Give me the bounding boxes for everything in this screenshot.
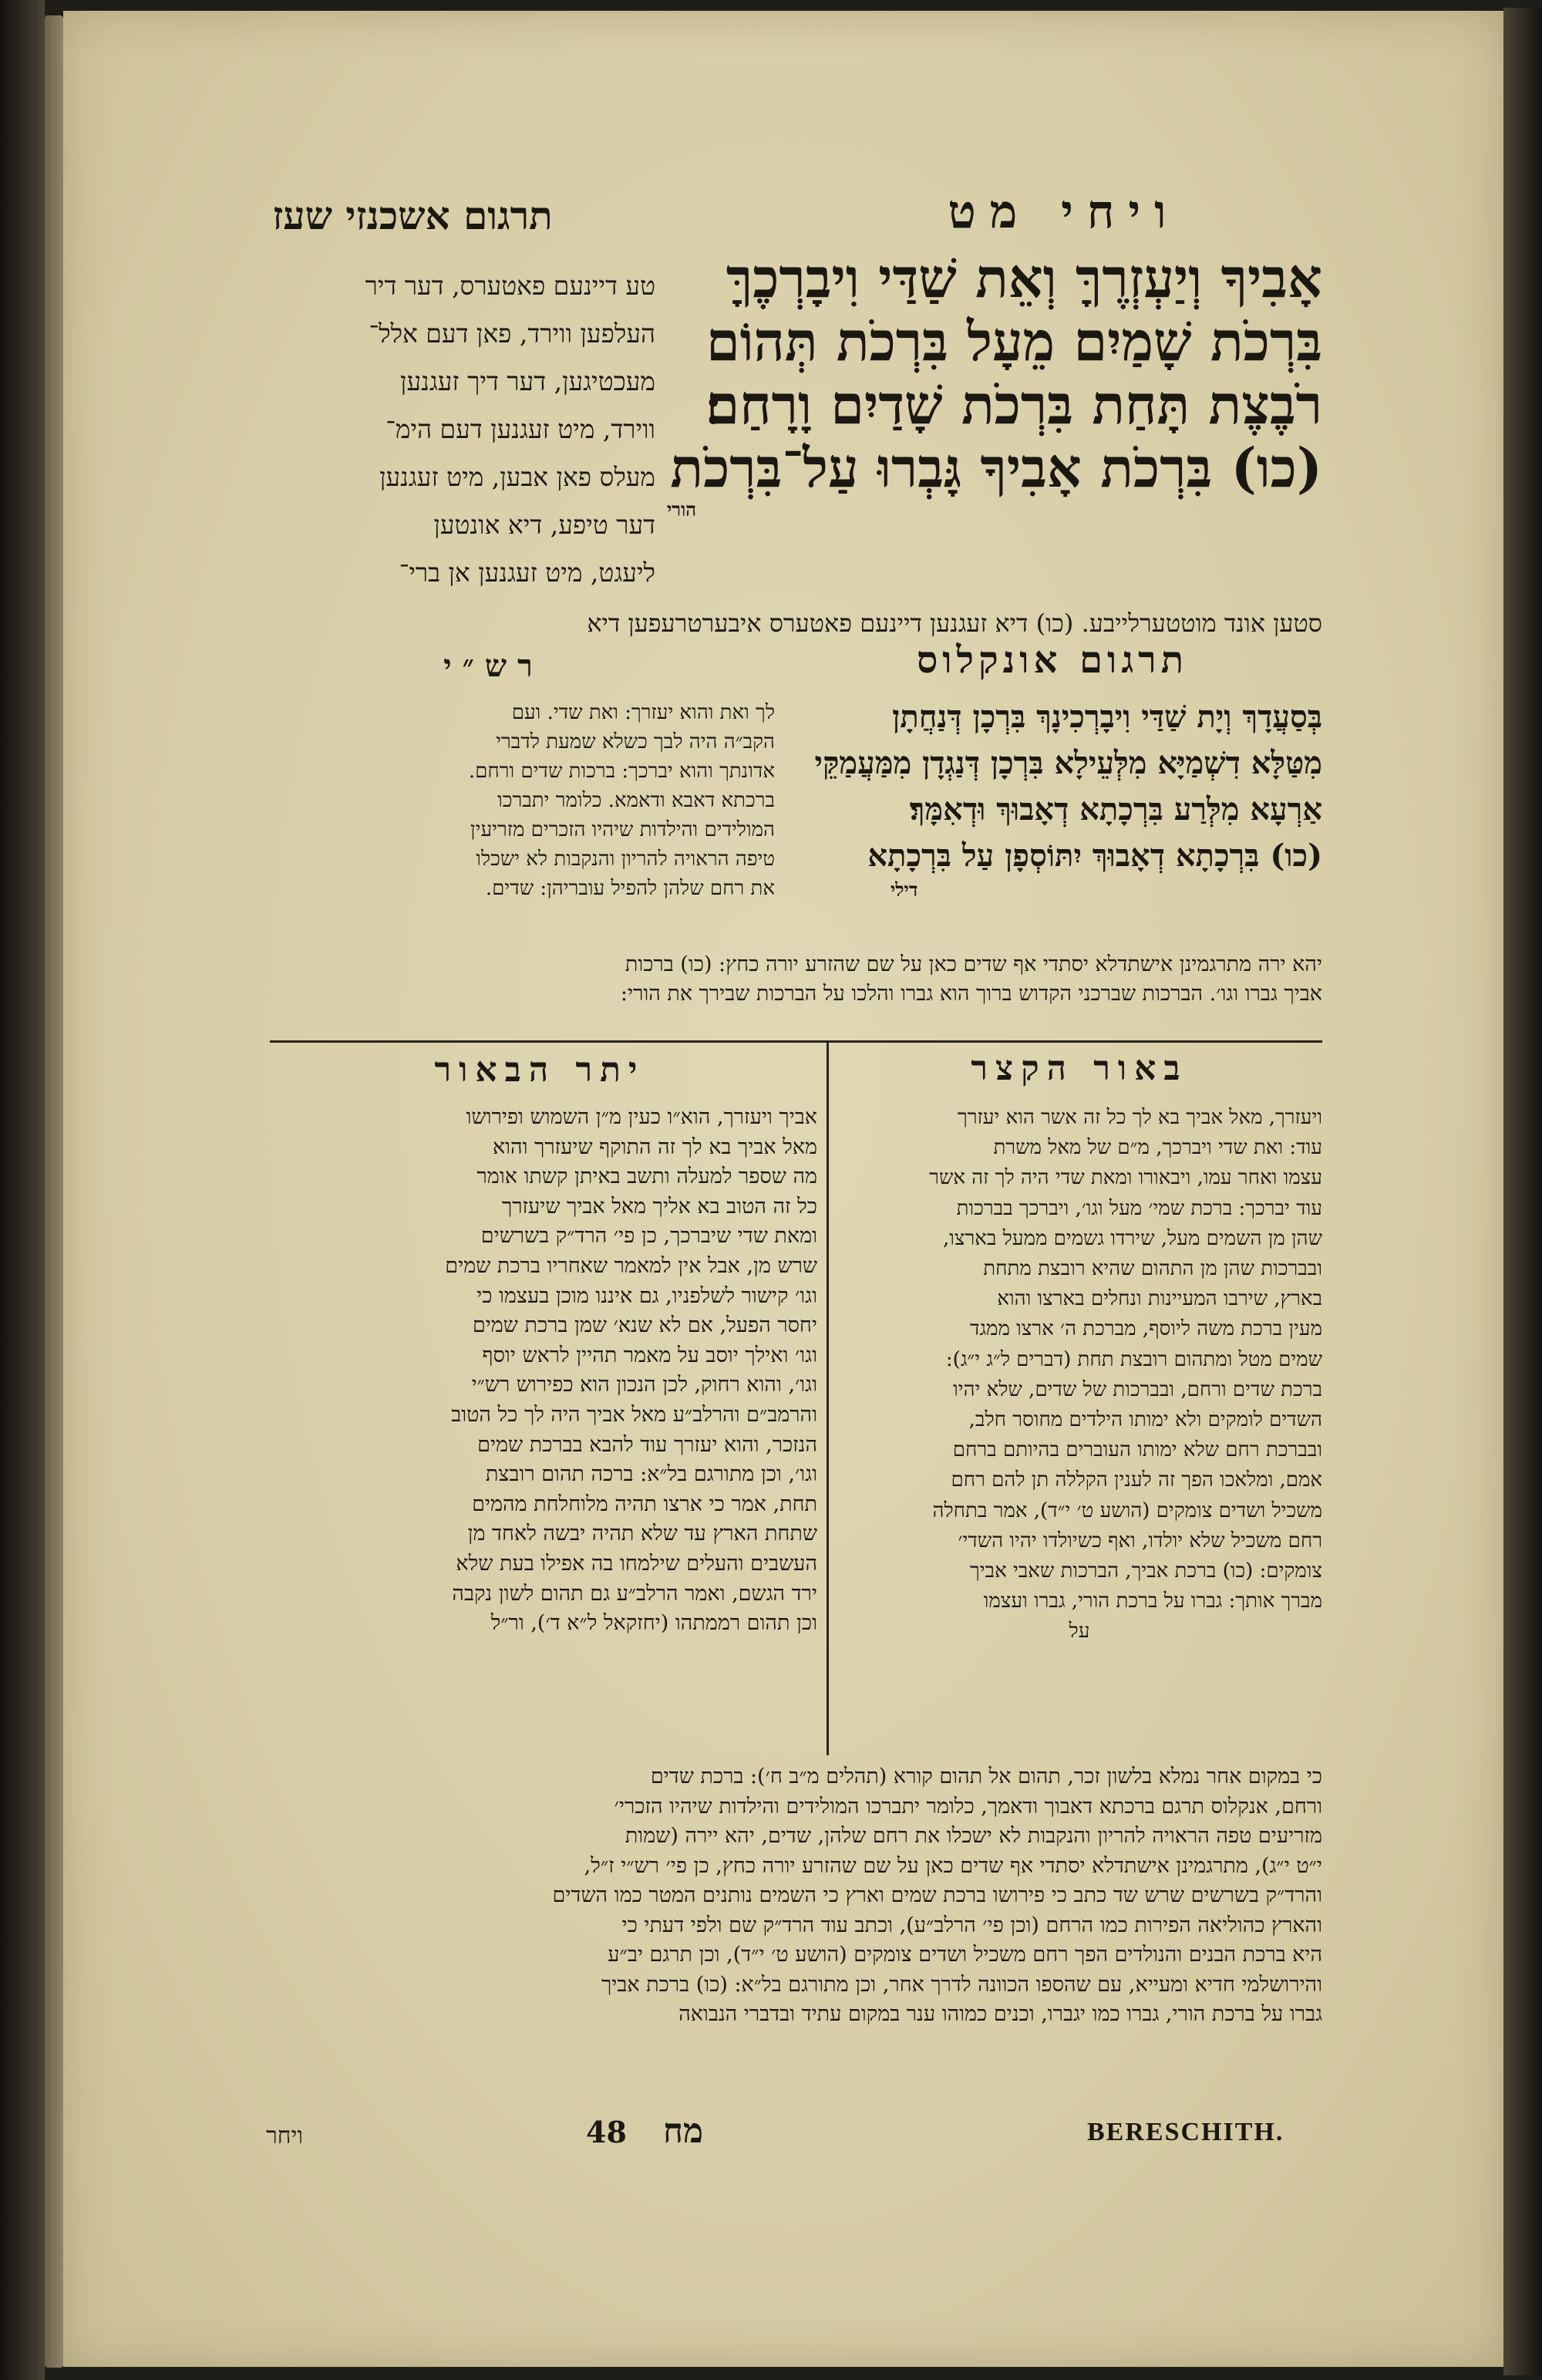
book-name: BERESCHITH. bbox=[1087, 2118, 1284, 2146]
yiddish-continuation-line: סטען אונד מוטטערלייבע. (כו) דיא זעגנען דיינעם פאטערס איבערטרעפען דיא bbox=[587, 608, 1322, 638]
biur-katzar-title: באור הקצר bbox=[971, 1049, 1188, 1088]
yiddish-translation bbox=[239, 262, 655, 597]
onkelos-text bbox=[783, 694, 1322, 901]
cont-line: מזריעים טפה הראויה להריון והנקבות לא ישכלו את רחם שלהן, שדים, יהא יירה (שמות bbox=[625, 1824, 1322, 1848]
page-edge-strip bbox=[45, 15, 63, 2368]
yeter-line: וגו׳, וכן מתורגם בל״א: ברכה תהום רובצת bbox=[485, 1462, 817, 1487]
rashi-line: טיפה הראויה להריון והנקבות לא ישכלו bbox=[476, 848, 775, 871]
rashi-line: את רחם שלהן להפיל עובריהן: שדים. bbox=[485, 877, 775, 900]
yeter-line: תחת, אמר כי ארצו תהיה מלוחלחת מהמים bbox=[472, 1492, 817, 1516]
yeter-line: אביך ויעזרך, הוא״ו כעין מ״ן השמוש ופירושו bbox=[466, 1105, 817, 1129]
verse-line: אָבִיךָ וְיַעְזְרֶךָּ וְאֵת שַׁדַּי וִיבָרְכֶךָּ bbox=[726, 247, 1322, 310]
horizontal-rule bbox=[270, 1040, 1322, 1043]
rashi-line: ברכתא דאבא ודאמא. כלומר יתברכו bbox=[497, 789, 775, 812]
biur-line: עצמו ואחר עמו, ויבאורו ומאת שדי היה לך זה אשר bbox=[929, 1166, 1322, 1190]
biur-line: ויעזרך, מאל אביך בא לך כל זה אשר הוא יעזרך bbox=[958, 1106, 1322, 1129]
yiddish-line: ווירד, מיט זעגנען דעם הימ־ bbox=[386, 414, 655, 444]
yeter-line: שרש מן, אבל אין למאמר שאחריו ברכת שמים bbox=[445, 1253, 817, 1278]
yeter-habiur-title: יתר הבאור bbox=[434, 1050, 645, 1090]
yeter-line: מאל אביך בא לך זה התוקף שיעזרך והוא bbox=[492, 1134, 817, 1159]
biur-line: השדים לומקים ולא ימותו הילדים מחוסר חלב, bbox=[968, 1408, 1322, 1432]
verse-line: רֹבֶצֶת תָּחַת בִּרְכֹת שָׁדַיִם וָרָחַם׃ bbox=[705, 373, 1322, 437]
onkelos-line: אַרְעָא מִלְּרַע בִּרְכָתָא דְאָבוּךְ וּדְאִמָּךְ׃ bbox=[909, 791, 1322, 828]
yeter-line: ירד הגשם, ואמר הרלב״ע גם תהום לשון נקבה bbox=[452, 1581, 817, 1606]
biur-katzar-text bbox=[837, 1103, 1322, 1647]
rashi-title: רש״י bbox=[443, 648, 544, 684]
biur-line: שמים מטל ומתהום רובצת תחת (דברים ל״ג י״ג): bbox=[945, 1347, 1322, 1371]
rashi-text bbox=[239, 698, 775, 903]
biur-line: רחם משכיל שלא יולדו, ואף כשיולדו יהיו השדי׳ bbox=[958, 1529, 1322, 1552]
cont-line: י״ט י״ג), מתרגמינן אישתדלא יסתדי אף שדים כאן על שם שהזרע יורה כחץ, כן פי׳ רש״י ז״ל, bbox=[584, 1853, 1322, 1878]
cont-line: והירושלמי חדיא ומעייא, עם שהספו הכוונה לדרך אחר, וכן מתורגם בל״א: (כו) ברכת אביך bbox=[601, 1972, 1322, 1997]
yeter-line: יחסר הפעל, אם לא שנא׳ שמן ברכת שמים bbox=[472, 1313, 817, 1338]
biur-line: צומקים: (כו) ברכת אביך, הברכות שאבי אביך bbox=[969, 1559, 1322, 1583]
yeter-habiur-text bbox=[266, 1103, 817, 1639]
biur-line: ובברכת רחם שלא ימותו העוברים בהיותם ברחם bbox=[952, 1438, 1322, 1462]
yeter-line: וגו׳ קישור לשלפניו, גם איננו מוכן בעצמו כי bbox=[476, 1283, 817, 1308]
biur-line: בארץ, שירבו המעיינות ונחלים בארצו והוא bbox=[997, 1287, 1322, 1311]
yiddish-line: דער טיפע, דיא אונטען bbox=[433, 510, 655, 540]
yeter-line: ומאת שדי שיברכך, כן פי׳ הרד״ק בשרשים bbox=[480, 1224, 817, 1249]
cont-line: ורחם, אנקלוס תרגם ברכתא דאבוך ודאמך, כלומר יתברכו המולידים והילדות שיהיו הזכרי׳ bbox=[614, 1794, 1322, 1819]
yiddish-line: ליעגט, מיט זעגנען אן ברי־ bbox=[399, 558, 655, 588]
commentary-continuation bbox=[270, 1762, 1322, 2030]
verse-catchword: הורי bbox=[667, 500, 697, 520]
cont-line: היא ברכת הבנים והנולדים הפך רחם משכיל ושדים צומקים (הושע ט׳ י״ד), וכן תרגם יב״ע bbox=[608, 1943, 1322, 1967]
yeter-line: שתחת הארץ עד שלא תהיה יבשה לאחד מן bbox=[467, 1522, 817, 1546]
main-verse bbox=[659, 247, 1322, 520]
biur-catchword: על bbox=[1069, 1620, 1090, 1643]
verse-line: בִּרְכֹת שָׁמַיִם מֵעָל בִּרְכֹת תְּהוֹם bbox=[705, 310, 1322, 373]
cont-line: גברו על ברכת הורי, גברו כמו יגברו, וכנים כמוהו ענר במקום עתיד ובדברי הנבואה bbox=[678, 2002, 1322, 2026]
biur-line: עוד: ואת שדי ויברכך, מ״ם של מאל משרת bbox=[993, 1136, 1322, 1160]
rashi-cont-line: יהא ירה מתרגמינן אישתדלא יסתדי אף שדים כאן על שם שהזרע יורה כחץ: (כו) ברכות bbox=[625, 952, 1322, 976]
yeter-line: הנזכר, והוא יעזרך עוד להבא בברכת שמים bbox=[477, 1432, 817, 1457]
biur-line: ובברכות שהן מן התהום שהיא רובצת מתחת bbox=[983, 1257, 1322, 1281]
rashi-line: הקב״ה היה לבך כשלא שמעת לדברי bbox=[496, 730, 775, 753]
yeter-line: וגו׳ ואילך יוסב על מאמר תהיין לראש יוסף bbox=[482, 1343, 817, 1367]
rashi-cont-line: אביך גברו וגו׳. הברכות שברכני הקדוש ברוך הוא גברו והלכו על הברכות שבירך את הורי: bbox=[620, 982, 1322, 1006]
biur-line: מעין ברכת משה ליוסף, מברכת ה׳ ארצו ממגד bbox=[969, 1317, 1322, 1341]
yeter-line: מה שספר למעלה ותשב באיתן קשתו אומר bbox=[476, 1165, 817, 1189]
yeter-line: וגו׳, והוא רחוק, לכן הנכון הוא כפירוש רש״י bbox=[471, 1373, 817, 1397]
yeter-line: וכן תהום רממתהו (יחזקאל ל״א ד׳), ור״ל bbox=[490, 1611, 817, 1636]
biur-line: אמם, ומלאכו הפך זה לענין הקללה תן להם רחם bbox=[951, 1468, 1322, 1492]
verse-line: (כו) בִּרְכֹת אָבִיךָ גָּבְרוּ עַל־בִּרְכֹת bbox=[670, 437, 1322, 500]
footer-catchword: ויחר bbox=[266, 2122, 304, 2149]
rashi-continuation bbox=[239, 950, 1322, 1009]
hebrew-page-number: מח bbox=[663, 2112, 704, 2151]
biur-line: שהן מן השמים מעל, שירדו גשמים ממעל בארצו, bbox=[943, 1226, 1322, 1250]
biur-line: משכיל ושדים צומקים (הושע ט׳ י״ד), אמר בתחלה bbox=[932, 1498, 1322, 1522]
facing-page-edge bbox=[1503, 8, 1542, 2375]
yeter-line: כל זה הטוב בא אליך מאל אביך שיעזרך bbox=[501, 1194, 817, 1219]
cont-line: והארץ כהוליאה הפירות כמו הרחם (וכן פי׳ הרלב״ע), וכתב עוד הרד״ק שם ולפי דעתי כי bbox=[621, 1913, 1322, 1937]
biur-line: מברך אותך: גברו על ברכת הורי, גברו ועצמו bbox=[983, 1589, 1322, 1613]
yiddish-line: טע דיינעם פאטערס, דער דיר bbox=[365, 271, 655, 301]
onkelos-line: בְּסַעֲדָךְ וְיָת שַׁדַּי וִיבָרְכִינָךְ בִּרְכָן דְּנַחֲתָן bbox=[892, 699, 1322, 735]
onkelos-catchword: דילי bbox=[891, 879, 918, 901]
rashi-line: אדונתך והוא יברכך: ברכות שדים ורחם. bbox=[468, 760, 775, 783]
yiddish-line: מעכטיגען, דער דיך זעגנען bbox=[400, 366, 655, 396]
yiddish-line: העלפען ווירד, פאן דעם אלל־ bbox=[369, 319, 655, 349]
onkelos-line: (כו) בִּרְכָתָא דְאָבוּךְ יִתּוֹסְפָן עַל בִּרְכָתָא bbox=[867, 838, 1322, 874]
book-binding bbox=[0, 0, 45, 2380]
biur-line: ברכת שדים ורחם, ובברכות של שדים, שלא יהיו bbox=[953, 1377, 1322, 1401]
yiddish-line: מעלס פאן אבען, מיט זעגנען bbox=[379, 462, 655, 492]
yeter-line: והרמב״ם והרלב״ע מאל אביך היה לך כל הטוב bbox=[451, 1402, 817, 1427]
page-number: 48 bbox=[586, 2115, 627, 2149]
parsha-header: ויחי מט bbox=[948, 185, 1180, 239]
rashi-line: המולידים והילדות שיהיו הזכרים מזריעין bbox=[470, 818, 775, 841]
yeter-line: העשבים והעלים שילמחו בה אפילו בעת שלא bbox=[456, 1551, 817, 1576]
onkelos-line: מִטַּלָּא דִשְׁמַיָּא מִלְּעֵילָא בִּרְכָן דְּנַגְדָן מִמַּעֲמַקֵּי bbox=[814, 745, 1322, 781]
column-divider bbox=[827, 1042, 829, 1755]
targum-header: תרגום אשכנזי שעז bbox=[272, 193, 553, 238]
rashi-line: לך ואת והוא יעזרך: ואת שדי. ועם bbox=[511, 701, 775, 724]
biur-line: עוד יברכך: ברכת שמי׳ מעל וגו׳, ויברכך בברכות bbox=[956, 1196, 1322, 1220]
onkelos-title: תרגום אונקלוס bbox=[916, 639, 1189, 682]
cont-line: והרד״ק בשרשים שרש שד כתב כי פירושו ברכת שמים וארץ כי השמים נותנים המטר כמו השדים bbox=[552, 1883, 1322, 1907]
cont-line: כי במקום אחר נמלא בלשון זכר, תהום אל תהום קורא (תהלים מ״ב ח׳): ברכת שדים bbox=[650, 1765, 1322, 1788]
